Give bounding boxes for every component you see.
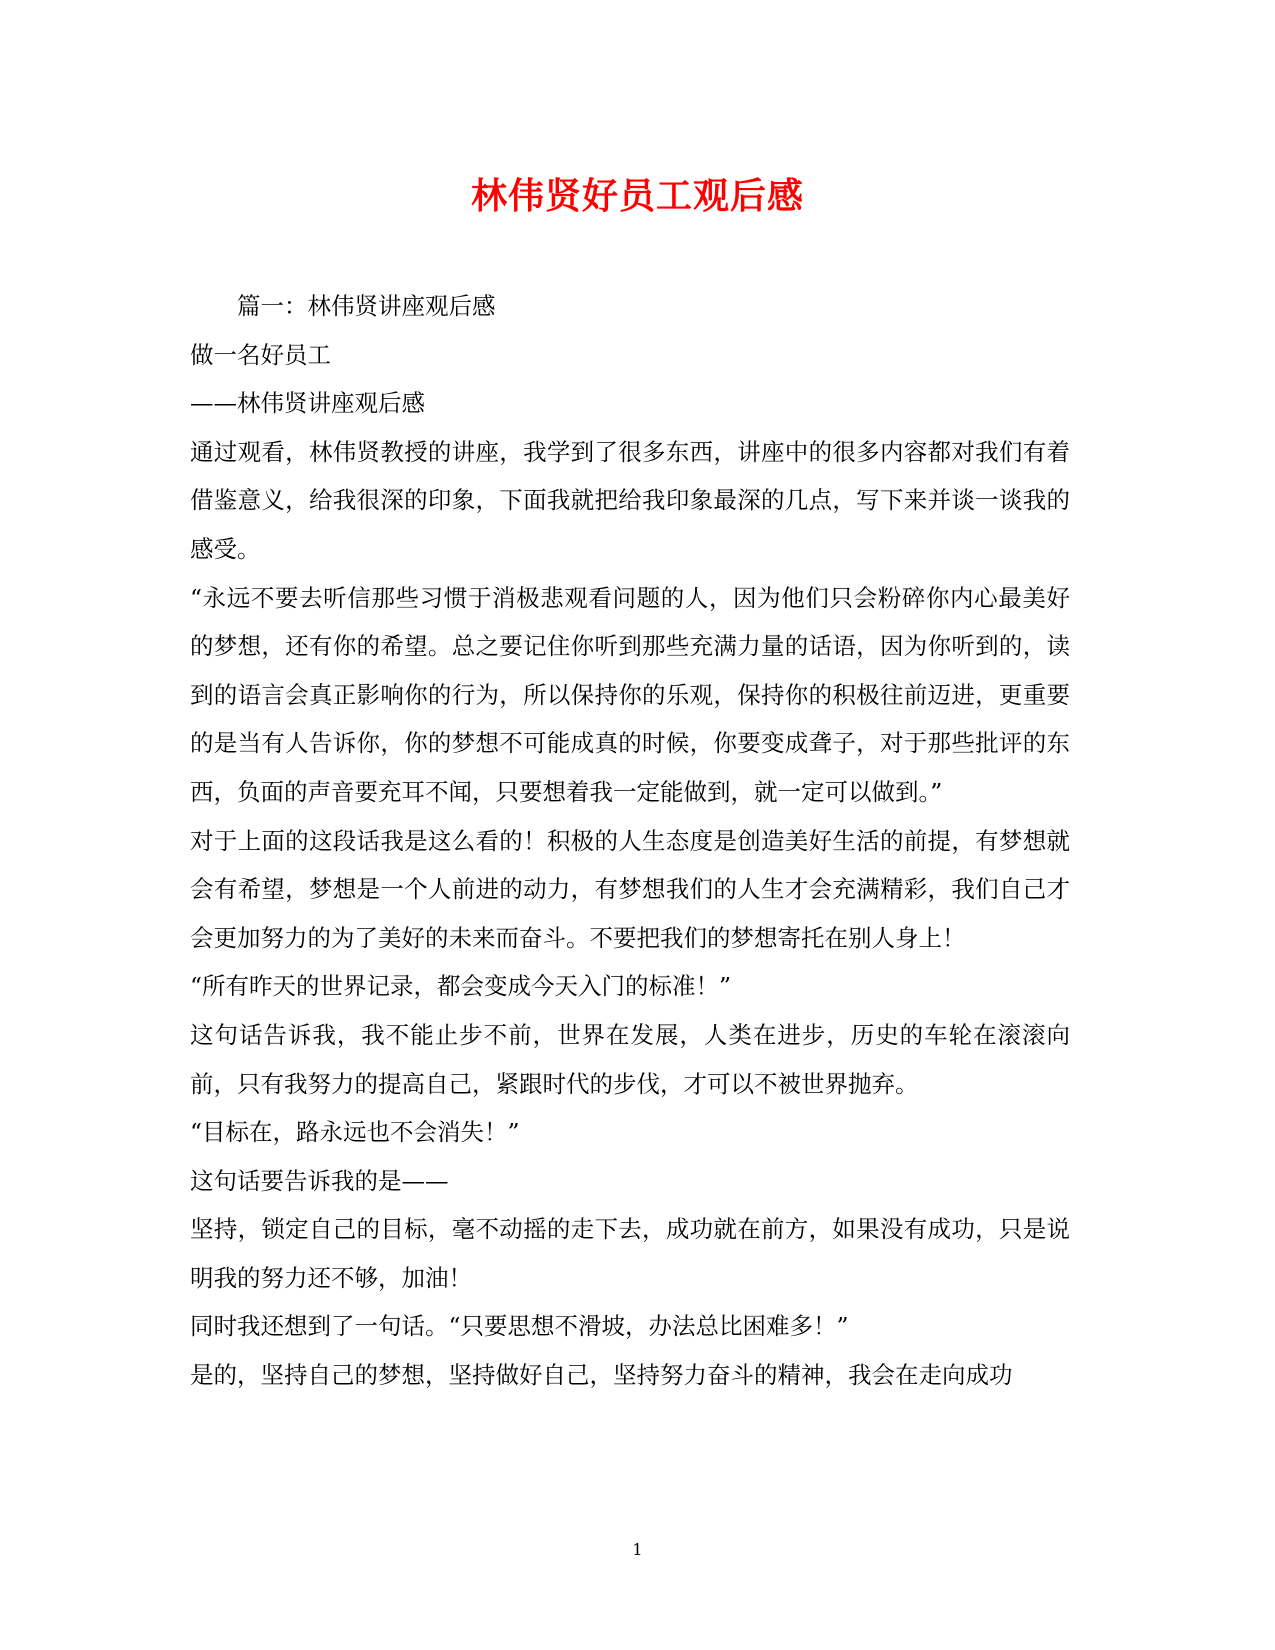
paragraph: “所有昨天的世界记录，都会变成今天入门的标准！” [190,972,732,1001]
paragraph: “目标在，路永远也不会消失！” [190,1118,520,1147]
paragraph: 通过观看，林伟贤教授的讲座，我学到了很多东西，讲座中的很多内容都对我们有着借鉴意义，给我很深的印象，下面我就把给我印象最深的几点，写下来并谈一谈我的感受。 [190,437,1070,563]
section-heading: 篇一：林伟贤讲座观后感 [237,292,496,320]
paragraph: 对于上面的这段话我是这么看的！积极的人生态度是创造美好生活的前提，有梦想就会有希望，梦想是一个人前进的动力，有梦想我们的人生才会充满精彩，我们自己才会更加努力的为了美好的未来而奋斗。不要把我们的梦想寄托在别人身上！ [190,826,1070,952]
document-body [190,282,1070,1400]
paragraph: 是的，坚持自己的梦想，坚持做好自己，坚持努力奋斗的精神，我会在走向成功 [190,1361,1013,1390]
paragraph: 这句话告诉我，我不能止步不前，世界在发展，人类在进步，历史的车轮在滚滚向前，只有我努力的提高自己，紧跟时代的步伐，才可以不被世界抛弃。 [190,1020,1070,1098]
paragraph: ——林伟贤讲座观后感 [190,389,425,418]
paragraph: 这句话要告诉我的是—— [190,1166,449,1195]
paragraph: 做一名好员工 [190,340,331,369]
paragraph: “永远不要去听信那些习惯于消极悲观看问题的人，因为他们只会粉碎你内心最美好的梦想，还有你的希望。总之要记住你听到那些充满力量的话语，因为你听到的，读到的语言会真正影响你的行为，所以保持你的乐观，保持你的积极往前迈进，更重要的是当有人告诉你，你的梦想不可能成真的时候，你要变成聋子，对于那些批评的东西，负面的声音要充耳不闻，只要想着我一定能做到，就一定可以做到。” [190,583,1070,806]
page-number: 1 [632,1540,643,1559]
document-title: 林伟贤好员工观后感 [470,175,804,217]
paragraph: 同时我还想到了一句话。“只要思想不滑坡，办法总比困难多！” [190,1312,849,1341]
paragraph: 坚持，锁定自己的目标，毫不动摇的走下去，成功就在前方，如果没有成功，只是说明我的努力还不够，加油！ [190,1215,1070,1292]
